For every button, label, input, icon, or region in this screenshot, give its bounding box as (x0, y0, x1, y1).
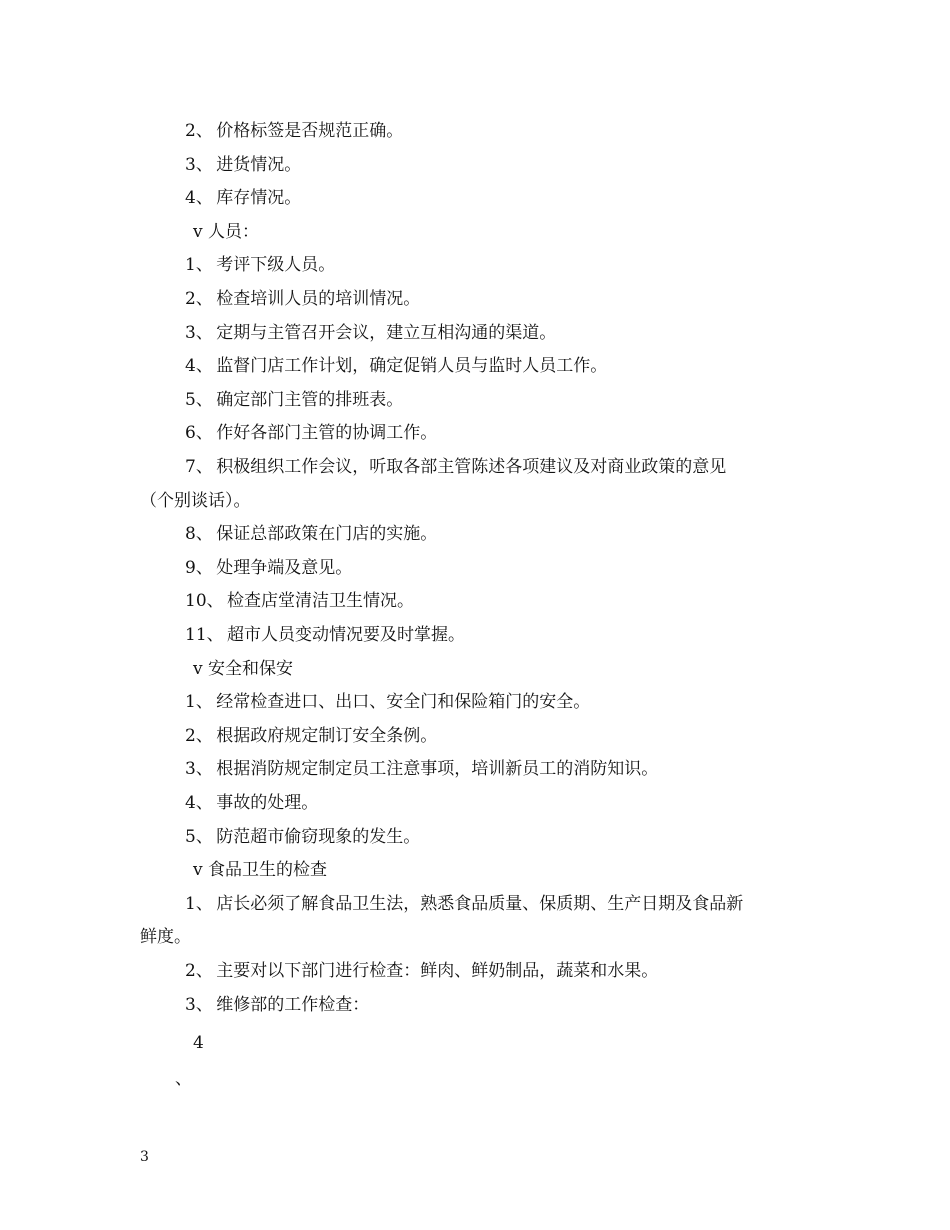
trailing-number: 4 (193, 1033, 204, 1053)
list-item-number: 4、 (185, 188, 213, 208)
list-item-text: 主要对以下部门进行检查：鲜肉、鲜奶制品，蔬菜和水果。 (216, 961, 659, 981)
list-item-number: 4、 (185, 356, 213, 376)
list-item (185, 691, 590, 713)
list-item (185, 456, 726, 478)
list-item (185, 187, 301, 209)
list-item-text: 考评下级人员。 (216, 255, 336, 275)
list-item (185, 523, 437, 545)
list-item-number: 2、 (185, 961, 213, 981)
list-item-text: 价格标签是否规范正确。 (216, 121, 404, 141)
section-heading: v 人员： (193, 222, 260, 242)
list-item-number: 8、 (185, 524, 213, 544)
list-item-number: 5、 (185, 827, 213, 847)
list-item-text: 库存情况。 (216, 188, 302, 208)
list-item (185, 120, 403, 142)
list-item-text: 定期与主管召开会议，建立互相沟通的渠道。 (216, 323, 557, 343)
list-item (185, 254, 335, 276)
list-item-text: 积极组织工作会议，听取各部主管陈述各项建议及对商业政策的意见 (216, 457, 727, 477)
list-item-text: 处理争端及意见。 (216, 558, 353, 578)
list-item-number: 3、 (185, 323, 213, 343)
list-item-number: 3、 (185, 759, 213, 779)
list-item (185, 624, 465, 646)
list-item (185, 389, 403, 411)
list-item-text: 经常检查进口、出口、安全门和保险箱门的安全。 (216, 692, 591, 712)
list-item-text: 确定部门主管的排班表。 (216, 390, 404, 410)
list-item-number: 10、 (185, 591, 224, 611)
list-item-number: 2、 (185, 726, 213, 746)
list-item (185, 758, 658, 780)
list-item (185, 322, 556, 344)
list-item-number: 2、 (185, 121, 213, 141)
list-item-text: 超市人员变动情况要及时掌握。 (227, 625, 466, 645)
list-item-text: 检查培训人员的培训情况。 (216, 289, 421, 309)
list-item (185, 792, 318, 814)
list-item (185, 288, 420, 310)
list-item (185, 725, 437, 747)
list-item-text: 店长必须了解食品卫生法，熟悉食品质量、保质期、生产日期及食品新 (216, 894, 744, 914)
list-item-number: 6、 (185, 423, 213, 443)
list-item (185, 154, 301, 176)
list-item-number: 1、 (185, 255, 213, 275)
list-item-number: 11、 (185, 625, 224, 645)
list-item (185, 355, 607, 377)
list-item-number: 1、 (185, 894, 213, 914)
list-item-text: 监督门店工作计划，确定促销人员与监时人员工作。 (216, 356, 608, 376)
list-item-number: 4、 (185, 793, 213, 813)
list-item-text: 防范超市偷窃现象的发生。 (216, 827, 421, 847)
list-item (185, 557, 352, 579)
list-item-text: 保证总部政策在门店的实施。 (216, 524, 438, 544)
list-item-continuation: （个别谈话）。 (140, 491, 251, 511)
list-item (185, 826, 420, 848)
list-item-number: 7、 (185, 457, 213, 477)
list-item-text: 进货情况。 (216, 155, 302, 175)
list-item (185, 994, 369, 1016)
list-item-number: 3、 (185, 155, 213, 175)
list-item (185, 422, 437, 444)
list-item-number: 1、 (185, 692, 213, 712)
list-item-number: 9、 (185, 558, 213, 578)
list-item (185, 590, 414, 612)
list-item-number: 3、 (185, 995, 213, 1015)
list-item-text: 维修部的工作检查： (216, 995, 370, 1015)
trailing-mark: 、 (175, 1069, 192, 1089)
list-item-number: 2、 (185, 289, 213, 309)
list-item-text: 根据消防规定制定员工注意事项，培训新员工的消防知识。 (216, 759, 659, 779)
list-item-continuation: 鲜度。 (140, 927, 191, 947)
list-item (185, 960, 658, 982)
list-item-number: 5、 (185, 390, 213, 410)
section-heading: v 食品卫生的检查 (193, 860, 328, 880)
list-item-text: 根据政府规定制订安全条例。 (216, 726, 438, 746)
list-item (185, 893, 743, 915)
list-item-text: 作好各部门主管的协调工作。 (216, 423, 438, 443)
section-heading: v 安全和保安 (193, 659, 294, 679)
list-item-text: 检查店堂清洁卫生情况。 (227, 591, 415, 611)
page-number: 3 (140, 1149, 149, 1165)
list-item-text: 事故的处理。 (216, 793, 319, 813)
